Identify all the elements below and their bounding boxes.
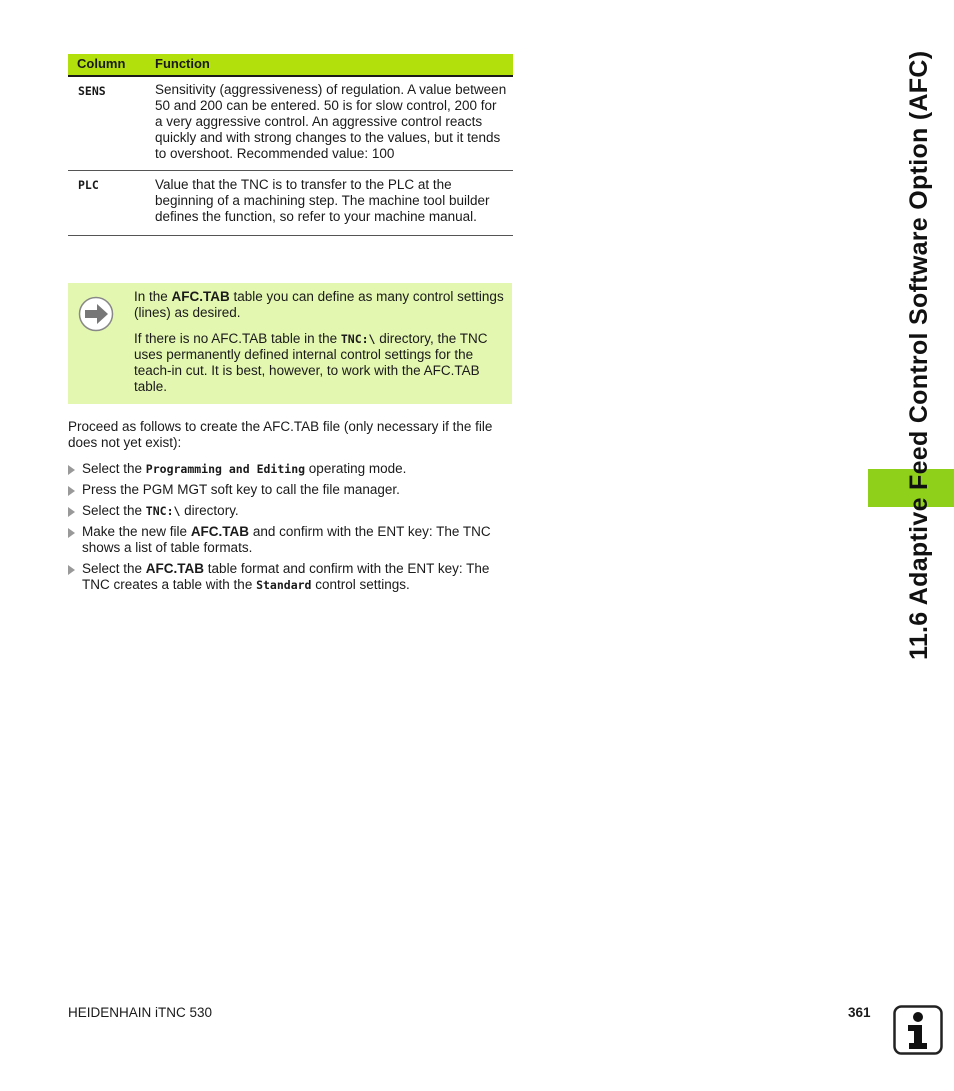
triangle-bullet-icon — [68, 486, 75, 496]
arrow-right-icon — [78, 296, 114, 332]
step-list — [68, 461, 513, 598]
triangle-bullet-icon — [68, 528, 75, 538]
list-item: Select the AFC.TAB table format and confirm with the ENT key: The TNC creates a table with the Standard control settings. — [68, 561, 513, 593]
table-header — [68, 54, 513, 77]
note-paragraph-2: If there is no AFC.TAB table in the TNC:\ directory, the TNC uses permanently defined internal control settings for the teach-in cut. It is best, however, to work with the AFC.TAB table. — [134, 331, 488, 394]
table-row — [68, 77, 513, 171]
row-function-sens: Sensitivity (aggressiveness) of regulation. A value between 50 and 200 can be entered. 50 is for slow control, 200 for a very aggressive control. An aggressive control reacts quickly and with strong changes to the values, but it tends to overshoot. Recommended value: 100 — [155, 82, 507, 161]
list-item: Select the TNC:\ directory. — [68, 503, 513, 519]
triangle-bullet-icon — [68, 565, 75, 575]
intro-text: Proceed as follows to create the AFC.TAB file (only necessary if the file does not yet exist): — [68, 419, 493, 450]
function-table — [68, 54, 513, 236]
list-item: Select the Programming and Editing operating mode. — [68, 461, 513, 477]
list-item: Make the new file AFC.TAB and confirm with the ENT key: The TNC shows a list of table formats. — [68, 524, 513, 556]
row-column-plc: PLC — [78, 178, 99, 192]
row-function-plc: Value that the TNC is to transfer to the PLC at the beginning of a machining step. The machine tool builder defines the function, so refer to your machine manual. — [155, 177, 490, 224]
list-item: Press the PGM MGT soft key to call the file manager. — [68, 482, 513, 498]
row-column-sens: SENS — [78, 84, 106, 98]
header-column: Column — [77, 56, 126, 71]
triangle-bullet-icon — [68, 507, 75, 517]
header-function: Function — [155, 56, 210, 71]
page-number: 361 — [848, 1005, 871, 1020]
note-box — [68, 283, 512, 404]
footer-product: HEIDENHAIN iTNC 530 — [68, 1005, 213, 1020]
note-paragraph-1: In the AFC.TAB table you can define as many control settings (lines) as desired. — [134, 289, 504, 320]
triangle-bullet-icon — [68, 465, 75, 475]
chapter-title: 11.6 Adaptive Feed Control Software Option (AFC) — [905, 50, 933, 660]
info-icon — [893, 1005, 943, 1055]
note-text — [134, 289, 506, 405]
table-row — [68, 171, 513, 236]
